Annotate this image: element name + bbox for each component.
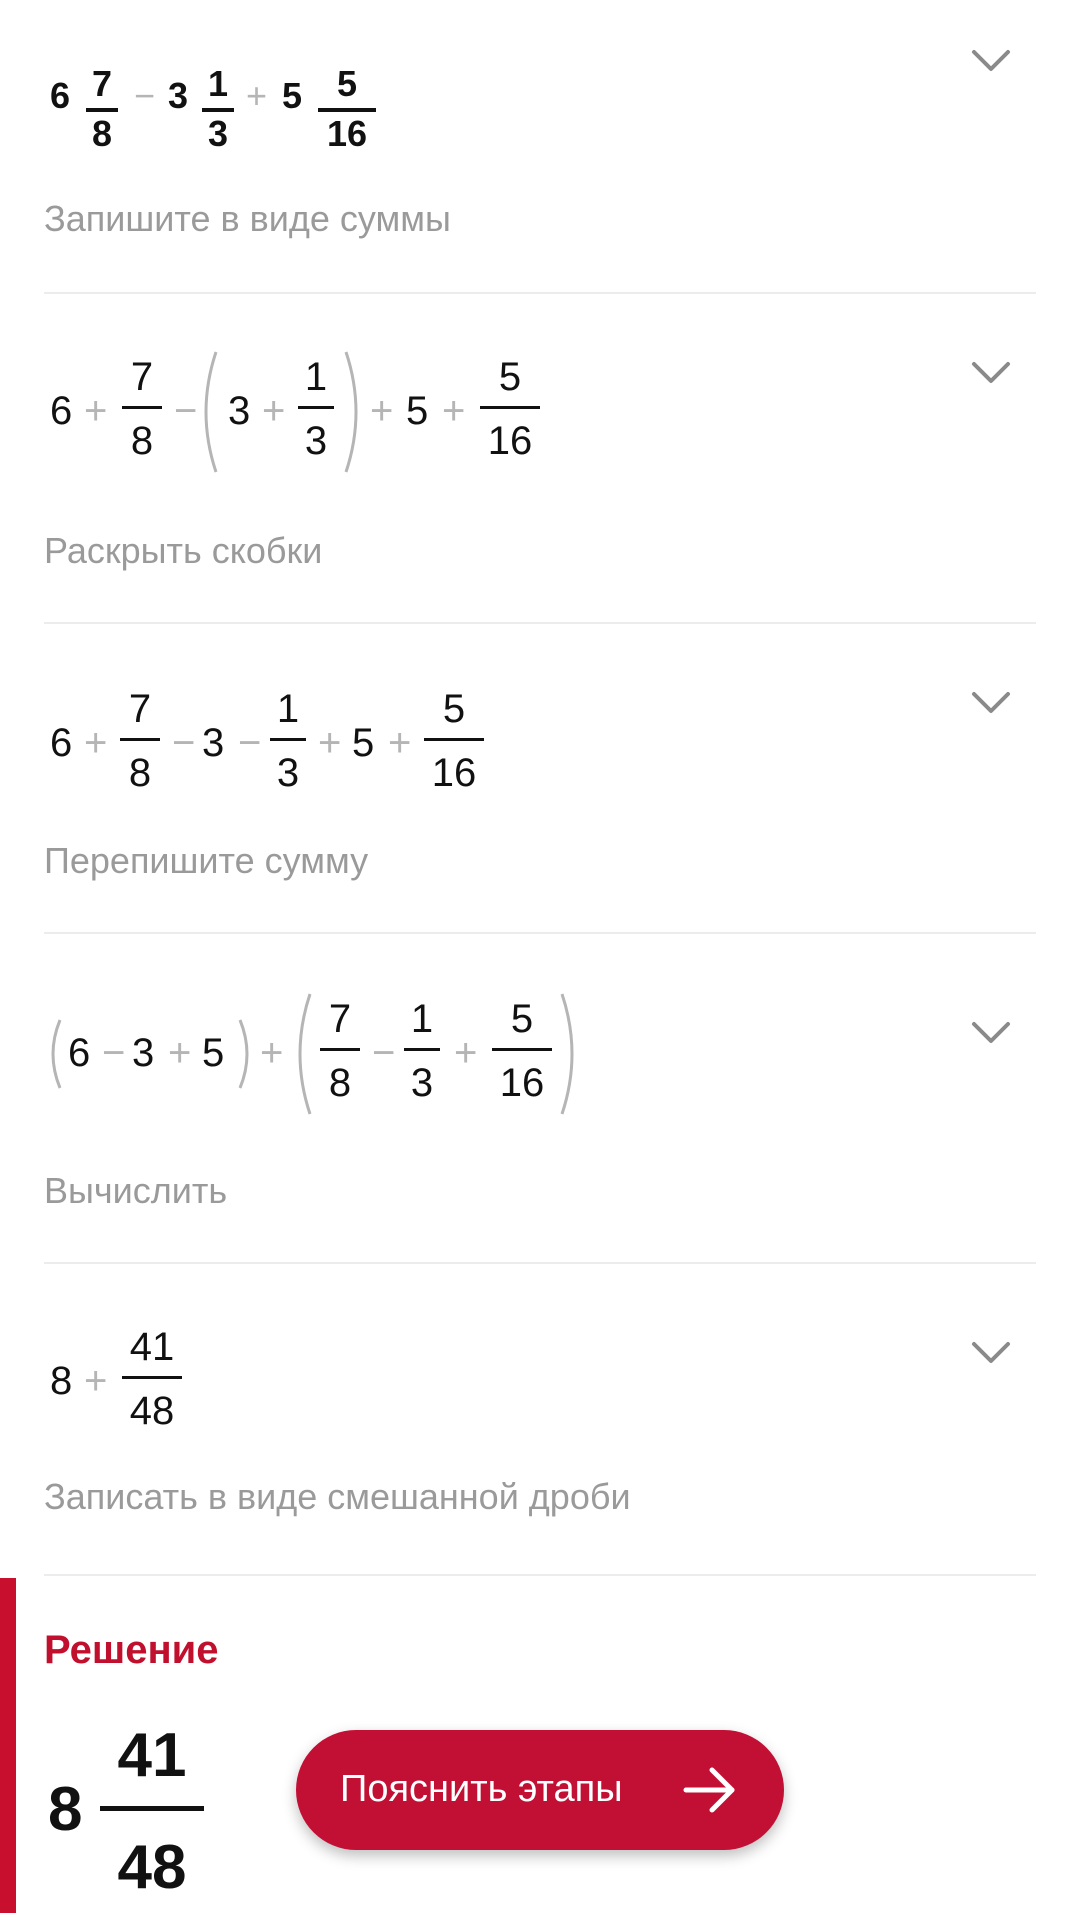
svg-text:+: +: [168, 1031, 192, 1075]
divider: [44, 1574, 1036, 1576]
svg-text:−: −: [102, 1031, 126, 1075]
svg-text:48: 48: [117, 1833, 187, 1900]
step-4[interactable]: [0, 934, 1080, 1262]
svg-text:6: 6: [68, 1031, 91, 1075]
svg-text:1: 1: [304, 355, 328, 399]
svg-text:−: −: [238, 721, 262, 765]
step-1-expression: [50, 36, 410, 161]
chevron-down-icon[interactable]: [970, 48, 1012, 74]
svg-text:+: +: [318, 721, 342, 765]
step-2[interactable]: [0, 294, 1080, 622]
svg-text:6: 6: [50, 721, 73, 765]
solution-accent-bar: [0, 1578, 16, 1913]
svg-text:48: 48: [129, 1389, 175, 1433]
svg-text:5: 5: [202, 1031, 225, 1075]
svg-text:3: 3: [276, 751, 300, 795]
step-2-expression: [50, 342, 570, 487]
svg-text:16: 16: [487, 419, 533, 463]
svg-text:16: 16: [431, 751, 477, 795]
svg-text:5: 5: [442, 687, 466, 731]
svg-text:+: +: [454, 1031, 478, 1075]
step-description: Перепишите сумму: [44, 840, 369, 881]
step-description: Раскрыть скобки: [44, 530, 323, 571]
svg-text:1: 1: [207, 63, 229, 104]
step-5[interactable]: [0, 1264, 1080, 1576]
svg-text:8: 8: [128, 751, 152, 795]
svg-text:8: 8: [48, 1775, 83, 1844]
svg-text:7: 7: [128, 687, 152, 731]
step-3[interactable]: [0, 624, 1080, 934]
svg-text:+: +: [246, 75, 268, 116]
svg-text:8: 8: [50, 1359, 73, 1403]
step-description: Запишите в виде суммы: [44, 198, 451, 239]
svg-text:1: 1: [276, 687, 300, 731]
svg-text:5: 5: [406, 389, 429, 433]
svg-text:5: 5: [510, 997, 534, 1041]
svg-text:7: 7: [130, 355, 154, 399]
svg-text:5: 5: [336, 63, 358, 104]
solution-answer: [48, 1720, 218, 1905]
chevron-down-icon[interactable]: [970, 1340, 1012, 1366]
svg-text:6: 6: [50, 75, 71, 116]
svg-text:−: −: [134, 75, 156, 116]
svg-text:41: 41: [117, 1721, 187, 1790]
svg-text:6: 6: [50, 389, 73, 433]
svg-text:5: 5: [282, 75, 303, 116]
step-description: Вычислить: [44, 1170, 228, 1211]
svg-text:3: 3: [207, 113, 229, 154]
svg-text:3: 3: [228, 389, 251, 433]
step-4-expression: [50, 984, 590, 1129]
step-1[interactable]: [0, 0, 1080, 294]
chevron-down-icon[interactable]: [970, 690, 1012, 716]
svg-text:+: +: [84, 389, 108, 433]
svg-text:−: −: [172, 721, 196, 765]
explain-steps-button[interactable]: [296, 1730, 784, 1850]
solution-title: Решение: [44, 1628, 219, 1672]
step-3-expression: [50, 682, 530, 807]
step-5-expression: [50, 1320, 250, 1445]
chevron-down-icon[interactable]: [970, 1020, 1012, 1046]
svg-text:5: 5: [352, 721, 375, 765]
step-description: Записать в виде смешанной дроби: [44, 1476, 631, 1517]
svg-text:3: 3: [410, 1061, 434, 1105]
svg-text:8: 8: [328, 1061, 352, 1105]
svg-text:3: 3: [304, 419, 328, 463]
svg-text:+: +: [84, 721, 108, 765]
svg-text:+: +: [260, 1031, 284, 1075]
svg-text:7: 7: [91, 63, 113, 104]
svg-text:1: 1: [410, 997, 434, 1041]
svg-text:+: +: [370, 389, 394, 433]
svg-text:−: −: [174, 389, 198, 433]
svg-text:7: 7: [328, 997, 352, 1041]
arrow-right-icon: [680, 1760, 740, 1820]
svg-text:5: 5: [498, 355, 522, 399]
explain-steps-label: Пояснить этапы: [340, 1768, 623, 1810]
svg-text:8: 8: [130, 419, 154, 463]
svg-text:+: +: [442, 389, 466, 433]
chevron-down-icon[interactable]: [970, 360, 1012, 386]
svg-text:8: 8: [91, 113, 113, 154]
svg-text:+: +: [262, 389, 286, 433]
svg-text:−: −: [372, 1031, 396, 1075]
svg-text:+: +: [84, 1359, 108, 1403]
svg-text:41: 41: [129, 1325, 175, 1369]
svg-text:16: 16: [499, 1061, 545, 1105]
svg-text:3: 3: [168, 75, 189, 116]
svg-text:3: 3: [132, 1031, 155, 1075]
svg-text:3: 3: [202, 721, 225, 765]
svg-text:16: 16: [326, 113, 368, 154]
svg-text:+: +: [388, 721, 412, 765]
